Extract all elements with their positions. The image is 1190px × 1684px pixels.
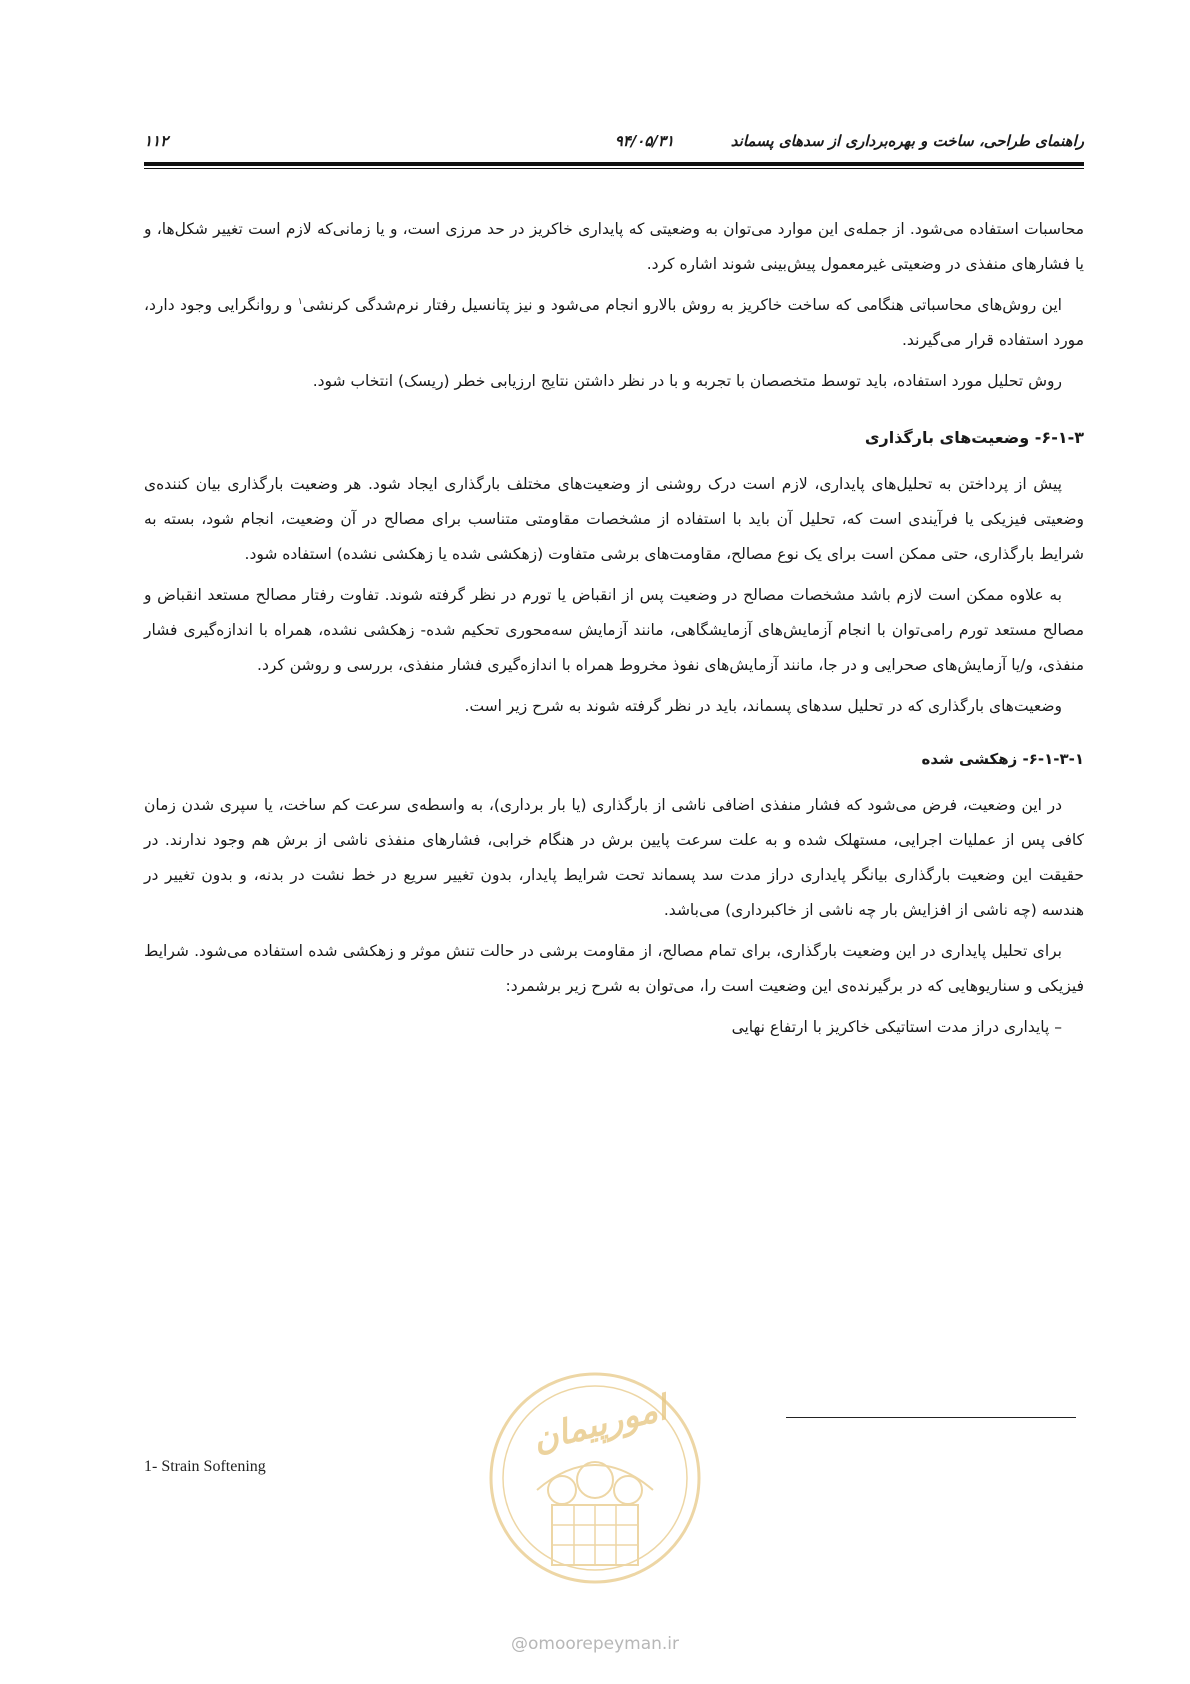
body-text [144,212,1084,1051]
paragraph: در این وضعیت، فرض می‌شود که فشار منفذی اضافی ناشی از بارگذاری (یا بار برداری)، به واسطه‌ی سرعت کم ساخت، یا سپری شدن زمان کافی پس از عملیات اجرایی، مستهلک شده و به علت سرعت پایین برش در هنگام خرابی، فشارهای منفذی ناشی از برش هم وجود ندارند. در حقیقت این وضعیت بارگذاری بیانگر پایداری دراز مدت سد پسماند تحت شرایط پایدار، بدون تغییر سریع در خط نشت در بدنه، و بدون تغییر در هندسه (چه ناشی از افزایش بار چه ناشی از خاکبرداری) می‌باشد. [144,796,1084,919]
watermark-logo [482,1340,708,1630]
subsection-heading: ۶-۱-۳-۱- زهکشی شده [921,750,1084,768]
header-rule-thin [144,168,1084,169]
paragraph: روش تحلیل مورد استفاده، باید توسط متخصصان با تجربه و با در نظر داشتن نتایج ارزیابی خطر (ریسک) انتخاب شود. [312,372,1062,390]
paragraph: محاسبات استفاده می‌شود. از جمله‌ی این موارد می‌توان به وضعیتی که پایداری خاکریز در حد مرزی است، و یا زمانی‌که لازم است تغییر شکل‌ها، و یا فشارهای منفذی در وضعیتی غیرمعمول پیش‌بینی شوند اشاره کرد. [144,220,1084,273]
paragraph-text: این روش‌های محاسباتی هنگامی که ساخت خاکریز به روش بالارو انجام می‌شود و نیز پتانسیل رفتار نرم‌شدگی کرنشی [302,296,1062,314]
header-date: ۹۴/۰۵/۳۱ [614,132,674,150]
paragraph: به علاوه ممکن است لازم باشد مشخصات مصالح در وضعیت پس از انقباض یا تورم در نظر گرفته شوند. تفاوت رفتار مصالح مستعد انقباض و مصالح مستعد تورم رامی‌توان با انجام آزمایش‌های آزمایشگاهی، مانند آزمایش سه‌محوری تحکیم شده- زهکشی نشده، همراه با اندازه‌گیری فشار منفذی، و/یا آزمایش‌های صحرایی و در جا، مانند آزمایش‌های نفوذ مخروط همراه با اندازه‌گیری فشار منفذی، بررسی و روشن کرد. [144,586,1084,674]
paragraph: وضعیت‌های بارگذاری که در تحلیل سدهای پسماند، باید در نظر گرفته شوند به شرح زیر است. [464,697,1062,715]
section-heading: ۶-۱-۳- وضعیت‌های بارگذاری [864,428,1084,447]
watermark-logo-text: امورپیمان [528,1388,671,1460]
paragraph: پیش از پرداختن به تحلیل‌های پایداری، لازم است درک روشنی از وضعیت‌های مختلف بارگذاری ایجاد شود. هر وضعیت بارگذاری بیان کننده‌ی وضعیتی فیزیکی یا فرآیندی است که، تحلیل آن باید با استفاده از مشخصات مقاومتی متناسب برای مصالح در آن وضعیت، انجام شود، بسته به شرایط بارگذاری، حتی ممکن است برای یک نوع مصالح، مقاومت‌های برشی متفاوت (زهکشی شده یا زهکشی نشده) استفاده شود. [144,475,1084,563]
paragraph-text: و روانگرایی وجود دارد، مورد استفاده قرار می‌گیرند. [144,296,1084,349]
footnote: 1- Strain Softening [144,1458,266,1475]
page-number: ۱۱۲ [144,132,169,150]
watermark-site: @omoorepeyman.ir [510,1634,680,1654]
header-title: راهنمای طراحی، ساخت و بهره‌برداری از سدهای پسماند [730,132,1084,150]
bullet-item: – پایداری دراز مدت استاتیکی خاکریز با ارتفاع نهایی [731,1018,1062,1036]
paragraph: برای تحلیل پایداری در این وضعیت بارگذاری، برای تمام مصالح، از مقاومت برشی در حالت تنش موثر و زهکشی شده استفاده می‌شود. شرایط فیزیکی و سناریوهایی که در برگیرنده‌ی این وضعیت است را، می‌توان به شرح زیر برشمرد: [144,942,1084,995]
footnote-marker: ۱ [297,296,303,307]
footnote-rule [786,1417,1076,1418]
header-rule [144,162,1084,166]
paragraph [144,288,1084,358]
page-header [144,128,1084,162]
